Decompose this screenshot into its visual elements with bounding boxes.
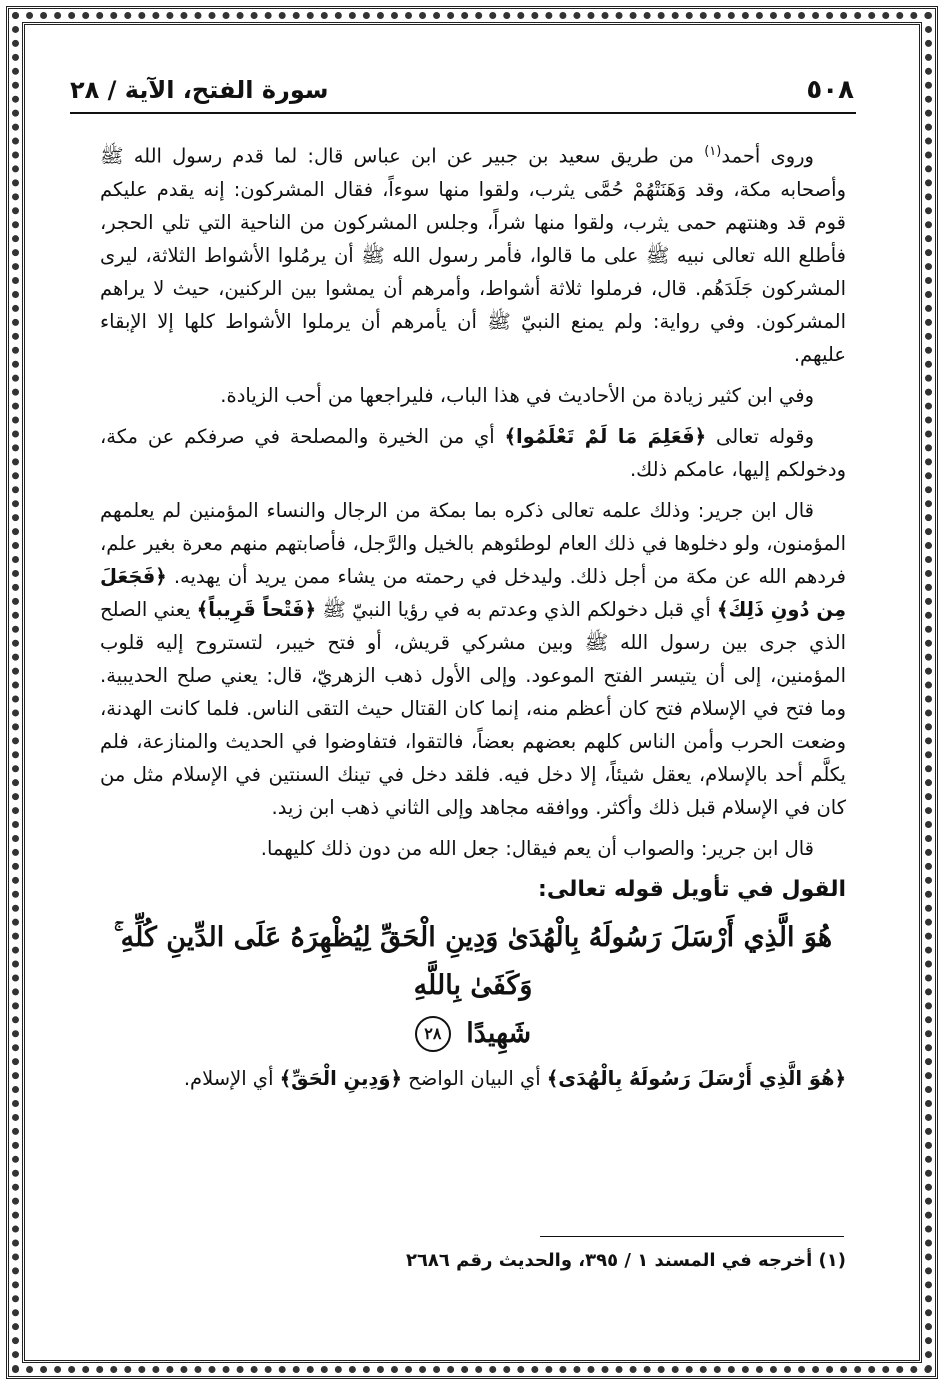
quran-quote: ﴿فَعَلِمَ مَا لَمْ تَعْلَمُوا﴾ (504, 424, 707, 448)
footnote-ref: (١) (704, 144, 722, 159)
page-number: ٥٠٨ (806, 75, 854, 105)
paragraph-text: وقوله تعالى (706, 424, 815, 448)
paragraph-text: من طريق سعيد بن جبير عن ابن عباس قال: لما قدم رسول الله ﷺ وأصحابه مكة، وقد وَهَنَتْهُمْ حُمَّى يثرب، ولقوا منها سوءاً، فقال المشركون: إنه يقدم عليكم قوم قد وهنتهم حمى يثرب، ولقوا منها شراً، وجلس المشركون من الناحية التي تلي الحجر، فأطلع الله تعالى نبيه ﷺ على ما قالوا، فأمر رسول الله ﷺ أن يرمُلوا الأشواط الثلاثة، ليرى المشركون جَلَدَهُم. قال، فرملوا ثلاثة أشواط، وأمرهم أن يمشوا بين الركنين، حيث لا يراهم المشركون. وفي رواية: ولم يمنع النبيّ ﷺ أن يأمرهم أن يرملوا الأشواط كلها إلا الإبقاء عليهم. (100, 144, 846, 366)
footnote-rule (540, 1236, 844, 1237)
main-text (100, 135, 846, 1103)
paragraph-text: أي من الخيرة والمصلحة في صرفكم عن مكة، ودخولكم إليها، عامكم ذلك. (100, 424, 846, 481)
paragraph-text: وفي ابن كثير زيادة من الأحاديث في هذا الباب، فليراجعها من أحب الزيادة. (220, 383, 814, 407)
footnote: (١) أخرجه في المسند ١ / ٣٩٥، والحديث رقم ٢٦٨٦ (405, 1250, 846, 1271)
verse-line-2 (100, 1010, 846, 1058)
verse-line-2-text: شَهِيدًا (466, 1017, 532, 1049)
paragraph-text: قال ابن جرير: وذلك علمه تعالى ذكره بما بمكة من الرجال والنساء المؤمنين لم يعلمهم المؤمنون، ولو دخلوها في ذلك العام لوطئوهم بالخيل والرَّجل، فأصابتهم منهم معرة بغير علم، فردهم الله عن مكة من أجل ذلك. وليدخل في رحمته من يشاء ممن يريد أن يهديه. (100, 498, 846, 588)
paragraph-5 (100, 832, 846, 865)
verse-line-1: هُوَ الَّذِي أَرْسَلَ رَسُولَهُ بِالْهُدَىٰ وَدِينِ الْحَقِّ لِيُظْهِرَهُ عَلَى الدِّينِ كُلِّهِ ۚ وَكَفَىٰ بِاللَّهِ (113, 921, 833, 1001)
paragraph-text: يعني الصلح الذي جرى بين رسول الله ﷺ وبين مشركي قريش، أو فتح خيبر، لتستروح إليه قلوب المؤمنين، إلى أن يتيسر الفتح الموعود. وإلى الأول ذهب الزهريّ، قال: يعني صلح الحديبية. وما فتح في الإسلام فتح كان أعظم منه، إنما كان القتال حيث التقى الناس. فلما كانت الهدنة، وضعت الحرب وأمن الناس كلهم بعضهم بعضاً، فالتقوا، فتفاوضوا في الحديث والمنازعة، فلم يكلَّم أحد بالإسلام، يعقل شيئاً، إلا دخل فيه. فلقد دخل في تينك السنتين في الإسلام مثل من كان في الإسلام قبل ذلك وأكثر. ووافقه مجاهد وإلى الثاني ذهب ابن زيد. (100, 597, 846, 819)
quran-quote: ﴿وَدِينِ الْحَقِّ﴾ (279, 1066, 402, 1090)
paragraph-text: وروى أحمد (721, 144, 814, 168)
paragraph-4 (100, 494, 846, 824)
paragraph-3 (100, 420, 846, 486)
quran-quote: ﴿فَتْحاً قَرِيباً﴾ (196, 597, 317, 621)
paragraph-text: قال ابن جرير: والصواب أن يعم فيقال: جعل الله من دون ذلك كليهما. (260, 836, 814, 860)
verse-explanation (100, 1062, 846, 1095)
quran-quote: ﴿هُوَ الَّذِي أَرْسَلَ رَسُولَهُ بِالْهُدَى﴾ (546, 1066, 846, 1090)
paragraph-2 (100, 379, 846, 412)
verse-number-icon: ٢٨ (415, 1016, 451, 1052)
paragraph-text: أي قبل دخولكم الذي وعدتم به في رؤيا النبيّ ﷺ (316, 597, 718, 621)
quran-verse (100, 914, 846, 1058)
page-header (70, 70, 854, 110)
paragraph-text: أي الإسلام. (183, 1066, 280, 1090)
section-heading: القول في تأويل قوله تعالى: (538, 876, 846, 902)
header-rule (70, 112, 856, 114)
quran-quote: ﴿فَجَعَلَ مِن دُونِ ذَلِكَ﴾ (100, 564, 847, 621)
paragraph-text: أي البيان الواضح (401, 1066, 547, 1090)
running-title: سورة الفتح، الآية / ٢٨ (70, 76, 329, 104)
paragraph-1 (100, 135, 846, 371)
